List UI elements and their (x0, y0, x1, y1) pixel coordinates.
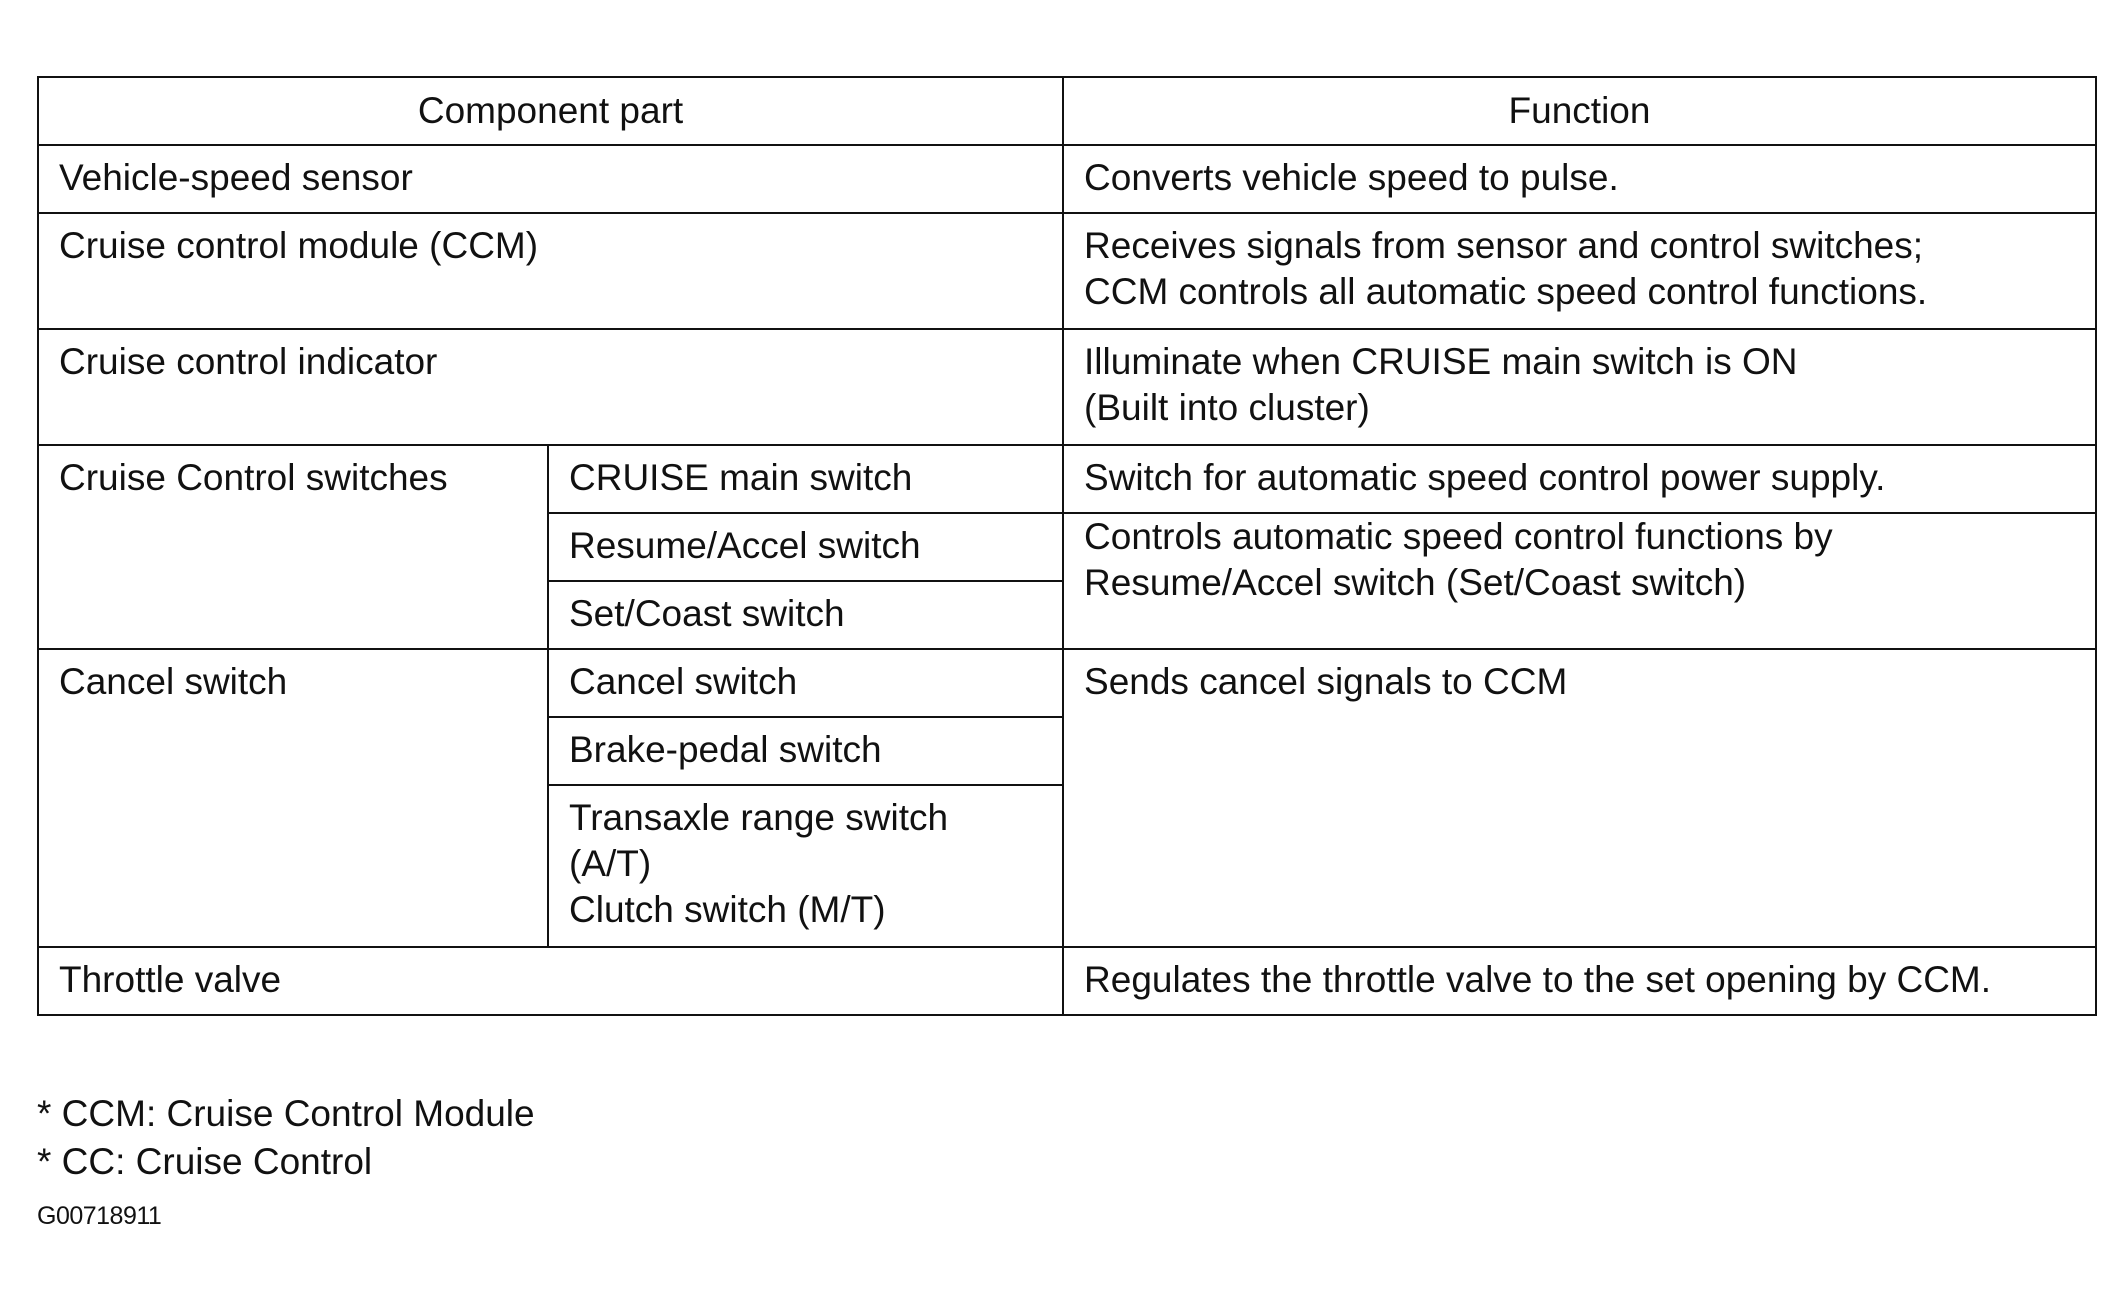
function-text (1084, 330, 2075, 431)
table-row-indicator (38, 329, 2096, 445)
function-text: Sends cancel signals to CCM (1084, 661, 1568, 702)
table-row-vehicle-speed-sensor (38, 145, 2096, 213)
cell-function-cancel (1063, 649, 2096, 947)
component-function-table-container (37, 76, 2095, 1016)
figure-code: G00718911 (37, 1202, 162, 1230)
subpart-line: Transaxle range switch (569, 797, 949, 838)
cell-subpart-cancel-switch (548, 649, 1063, 717)
cell-function-throttle-valve (1063, 947, 2096, 1015)
cell-function-ccm (1063, 213, 2096, 329)
function-text: Converts vehicle speed to pulse. (1084, 157, 1619, 198)
component-label: Cruise control indicator (59, 341, 438, 382)
cell-component-vehicle-speed-sensor (38, 145, 1063, 213)
component-label: Throttle valve (59, 959, 282, 1000)
subpart-label: Cancel switch (569, 661, 798, 702)
cell-component-ccm (38, 213, 1063, 329)
table-header-row (38, 77, 2096, 145)
function-line: (Built into cluster) (1084, 387, 1370, 428)
function-line: Illuminate when CRUISE main switch is ON (1084, 341, 1798, 382)
cell-function-indicator (1063, 329, 2096, 445)
group-label: Cancel switch (59, 661, 288, 702)
header-component-part: Component part (38, 77, 1063, 145)
footnote-ccm: * CCM: Cruise Control Module (37, 1093, 535, 1134)
cell-subpart-resume-accel-switch (548, 513, 1063, 581)
table-row-cancel-switch (38, 649, 2096, 717)
footnotes (37, 1090, 535, 1186)
table-row-ccm (38, 213, 2096, 329)
cell-group-cancel-switch (38, 649, 548, 947)
function-line: Resume/Accel switch (Set/Coast switch) (1084, 562, 1747, 603)
subpart-label: Resume/Accel switch (569, 525, 921, 566)
cell-subpart-brake-pedal-switch (548, 717, 1063, 785)
subpart-line: Clutch switch (M/T) (569, 889, 886, 930)
subpart-line: (A/T) (569, 843, 652, 884)
cell-function-cruise-main-switch (1063, 445, 2096, 513)
subpart-label: Brake-pedal switch (569, 729, 882, 770)
component-label: Cruise control module (CCM) (59, 225, 539, 266)
component-function-table (37, 76, 2097, 1016)
cell-function-resume-set (1063, 513, 2096, 649)
subpart-label: CRUISE main switch (569, 457, 913, 498)
table-row-throttle-valve (38, 947, 2096, 1015)
group-label: Cruise Control switches (59, 457, 448, 498)
cell-component-indicator (38, 329, 1063, 445)
function-line: CCM controls all automatic speed control functions. (1084, 271, 1928, 312)
header-function: Function (1063, 77, 2096, 145)
component-label: Vehicle-speed sensor (59, 157, 413, 198)
cell-function-vehicle-speed-sensor (1063, 145, 2096, 213)
function-line: Receives signals from sensor and control switches; (1084, 225, 1924, 266)
cell-subpart-set-coast-switch (548, 581, 1063, 649)
table-row-cruise-main-switch (38, 445, 2096, 513)
cell-group-cruise-control-switches (38, 445, 548, 649)
footnote-cc: * CC: Cruise Control (37, 1141, 373, 1182)
function-text (1084, 514, 2075, 606)
cell-subpart-cruise-main-switch (548, 445, 1063, 513)
function-line: Controls automatic speed control functions by (1084, 516, 1833, 557)
cell-subpart-transaxle-clutch-switch (548, 785, 1063, 947)
function-text: Switch for automatic speed control power supply. (1084, 457, 1886, 498)
function-text: Regulates the throttle valve to the set opening by CCM. (1084, 959, 1992, 1000)
subpart-label (569, 786, 1042, 933)
function-text (1084, 214, 2075, 315)
subpart-label: Set/Coast switch (569, 593, 845, 634)
cell-component-throttle-valve (38, 947, 1063, 1015)
